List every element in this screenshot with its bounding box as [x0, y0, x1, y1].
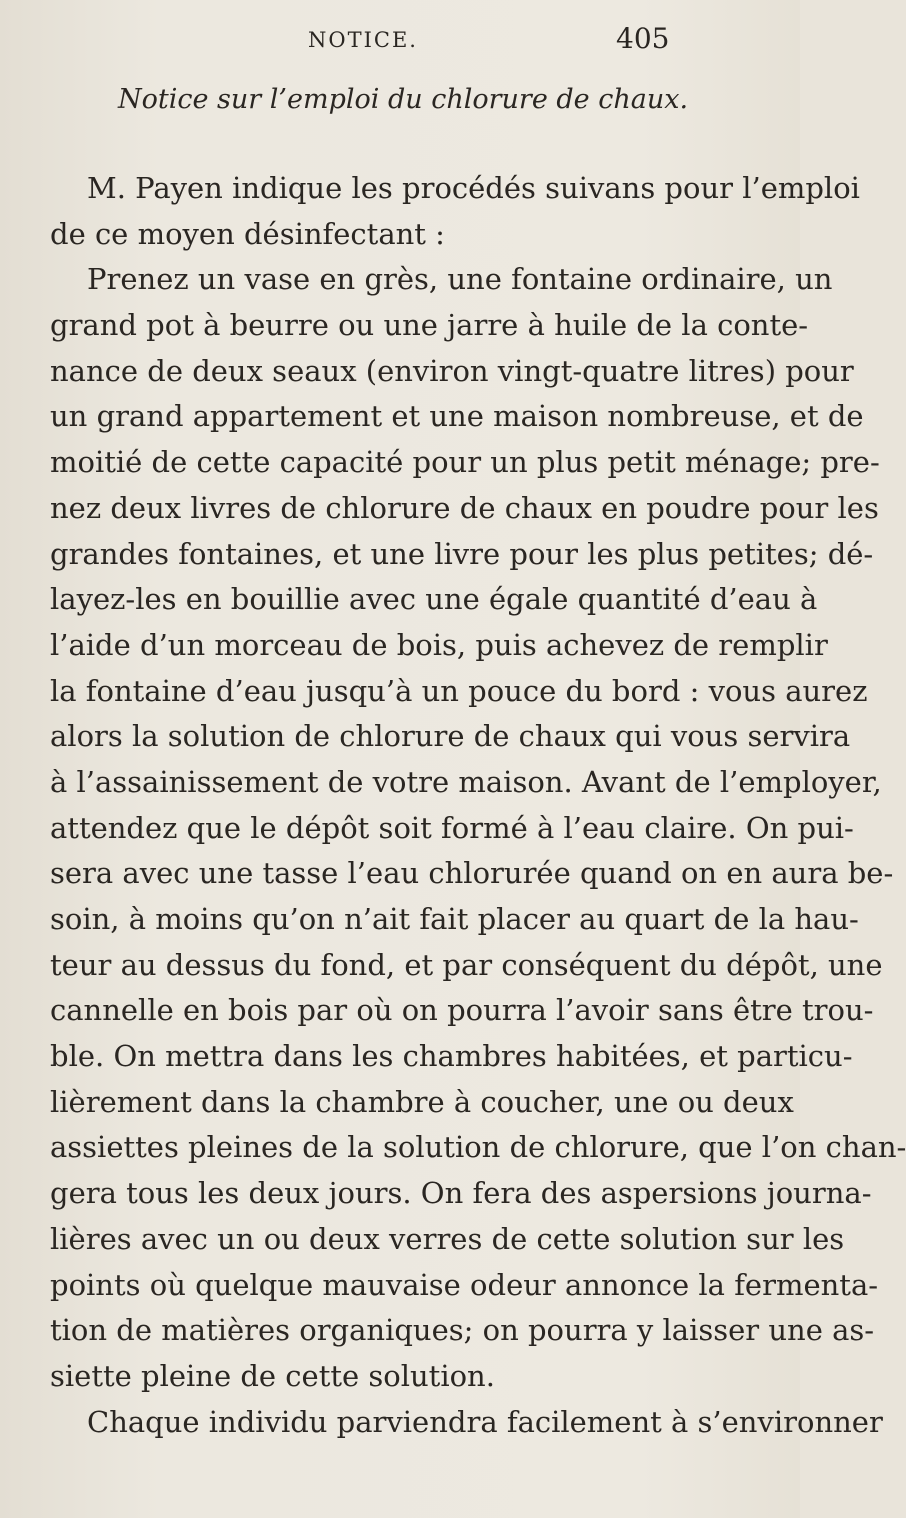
- text-line: lièrement dans la chambre à coucher, une ou deux: [50, 1084, 794, 1119]
- text-line: sera avec une tasse l’eau chlorurée quand on en aura be-: [50, 856, 894, 891]
- text-line: un grand appartement et une maison nombreuse, et de: [50, 399, 864, 434]
- text-line: teur au dessus du fond, et par conséquent du dépôt, une: [50, 947, 883, 982]
- text-line: soin, à moins qu’on n’ait fait placer au quart de la hau-: [50, 902, 859, 936]
- body-text: [50, 166, 906, 1445]
- text-line: nez deux livres de chlorure de chaux en poudre pour les: [50, 490, 879, 525]
- text-line: l’aide d’un morceau de bois, puis achevez de remplir: [50, 627, 828, 662]
- text-line: layez-les en bouillie avec une égale quantité d’eau à: [50, 582, 818, 617]
- text-line: M. Payen indique les procédés suivans pour l’emploi: [87, 171, 860, 205]
- text-line: Prenez un vase en grès, une fontaine ordinaire, un: [87, 262, 833, 297]
- text-line: grand pot à beurre ou une jarre à huile de la conte-: [50, 308, 809, 343]
- text-line: la fontaine d’eau jusqu’à un pouce du bord : vous aurez: [50, 673, 868, 708]
- running-head: NOTICE.: [308, 28, 418, 52]
- page-number: 405: [616, 22, 670, 55]
- text-line: de ce moyen désinfectant :: [50, 216, 445, 251]
- text-line: alors la solution de chlorure de chaux qui vous servira: [50, 719, 851, 754]
- text-line: siette pleine de cette solution.: [50, 1358, 495, 1393]
- page-header: [0, 22, 800, 62]
- text-line: lières avec un ou deux verres de cette solution sur les: [50, 1221, 845, 1256]
- text-line: points où quelque mauvaise odeur annonce la fermenta-: [50, 1267, 879, 1302]
- text-line: ble. On mettra dans les chambres habitées, et particu-: [50, 1039, 853, 1074]
- text-line: moitié de cette capacité pour un plus petit ménage; pre-: [50, 445, 880, 480]
- text-line: assiettes pleines de la solution de chlorure, que l’on chan-: [50, 1130, 906, 1165]
- text-line: à l’assainissement de votre maison. Avant de l’employer,: [50, 764, 882, 799]
- text-line: grandes fontaines, et une livre pour les plus petites; dé-: [50, 536, 874, 571]
- text-line: Chaque individu parviendra facilement à s’environner: [87, 1404, 883, 1439]
- text-line: cannelle en bois par où on pourra l’avoir sans être trou-: [50, 993, 874, 1028]
- section-title: Notice sur l’emploi du chlorure de chaux.: [118, 84, 689, 115]
- text-line: tion de matières organiques; on pourra y laisser une as-: [50, 1313, 875, 1348]
- text-line: attendez que le dépôt soit formé à l’eau claire. On pui-: [50, 810, 854, 845]
- text-line: gera tous les deux jours. On fera des aspersions journa-: [50, 1176, 872, 1211]
- text-line: nance de deux seaux (environ vingt-quatre litres) pour: [50, 353, 854, 388]
